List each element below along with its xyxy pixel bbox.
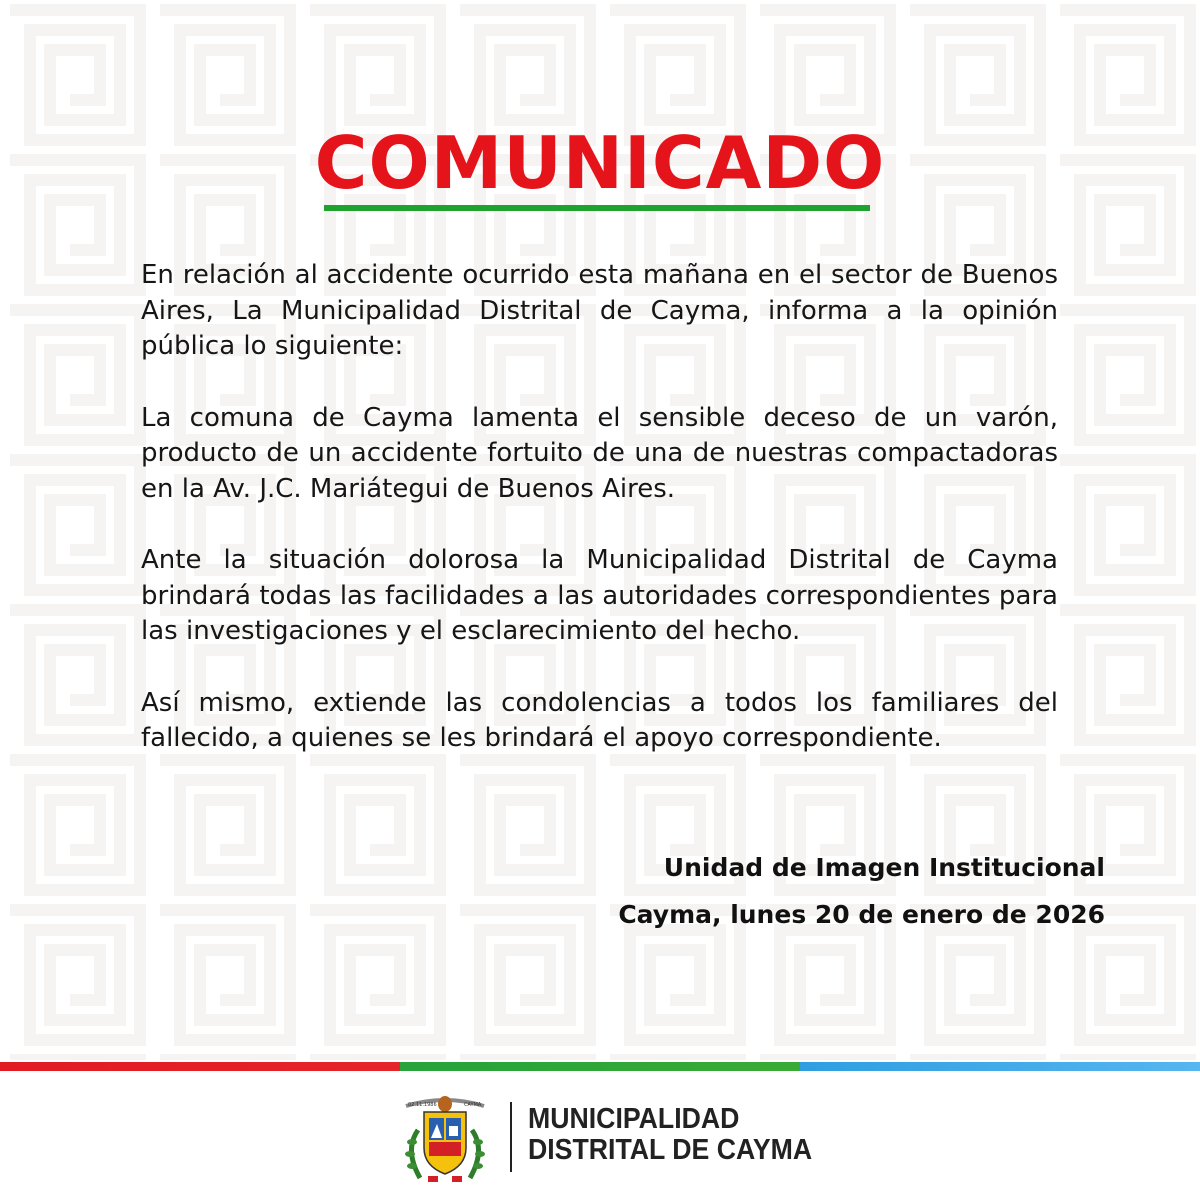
municipal-crest-icon: [398, 1090, 492, 1186]
notice-body: [141, 258, 1058, 793]
paragraph-3: Ante la situación dolorosa la Municipalidad Distrital de Cayma brindará todas las facilidades a las autoridades correspondientes para las investigaciones y el esclarecimiento del hecho.: [141, 545, 1058, 646]
municipality-name: [528, 1104, 812, 1166]
paragraph-1: En relación al accidente ocurrido esta mañana en el sector de Buenos Aires, La Municipalidad Distrital de Cayma, informa a la opinión pública lo siguiente:: [141, 260, 1058, 361]
page-title: COMUNICADO: [314, 121, 886, 205]
title-underline: [324, 205, 870, 211]
svg-text:CAYMA: CAYMA: [464, 1102, 482, 1108]
stripe-blue: [800, 1062, 1200, 1071]
paragraph-2: La comuna de Cayma lamenta el sensible deceso de un varón, producto de un accidente fortuito de una de nuestras compactadoras en la Av. J.C. Mariátegui de Buenos Aires.: [141, 402, 1058, 504]
paragraph-4: Así mismo, extiende las condolencias a todos los familiares del fallecido, a quienes se les brindará el apoyo correspondiente.: [141, 687, 1058, 753]
signature-place-date: Cayma, lunes 20 de enero de 2026: [618, 900, 1105, 929]
signature-block: [618, 848, 1105, 935]
svg-text:02.11.1986: 02.11.1986: [408, 1102, 437, 1108]
stripe-green: [400, 1062, 800, 1071]
footer-divider: [510, 1102, 512, 1172]
municipality-name-line2: DISTRITAL DE CAYMA: [528, 1134, 813, 1166]
signature-unit: Unidad de Imagen Institucional: [663, 853, 1105, 882]
stripe-red: [0, 1062, 400, 1071]
municipality-name-line1: MUNICIPALIDAD: [528, 1103, 740, 1135]
